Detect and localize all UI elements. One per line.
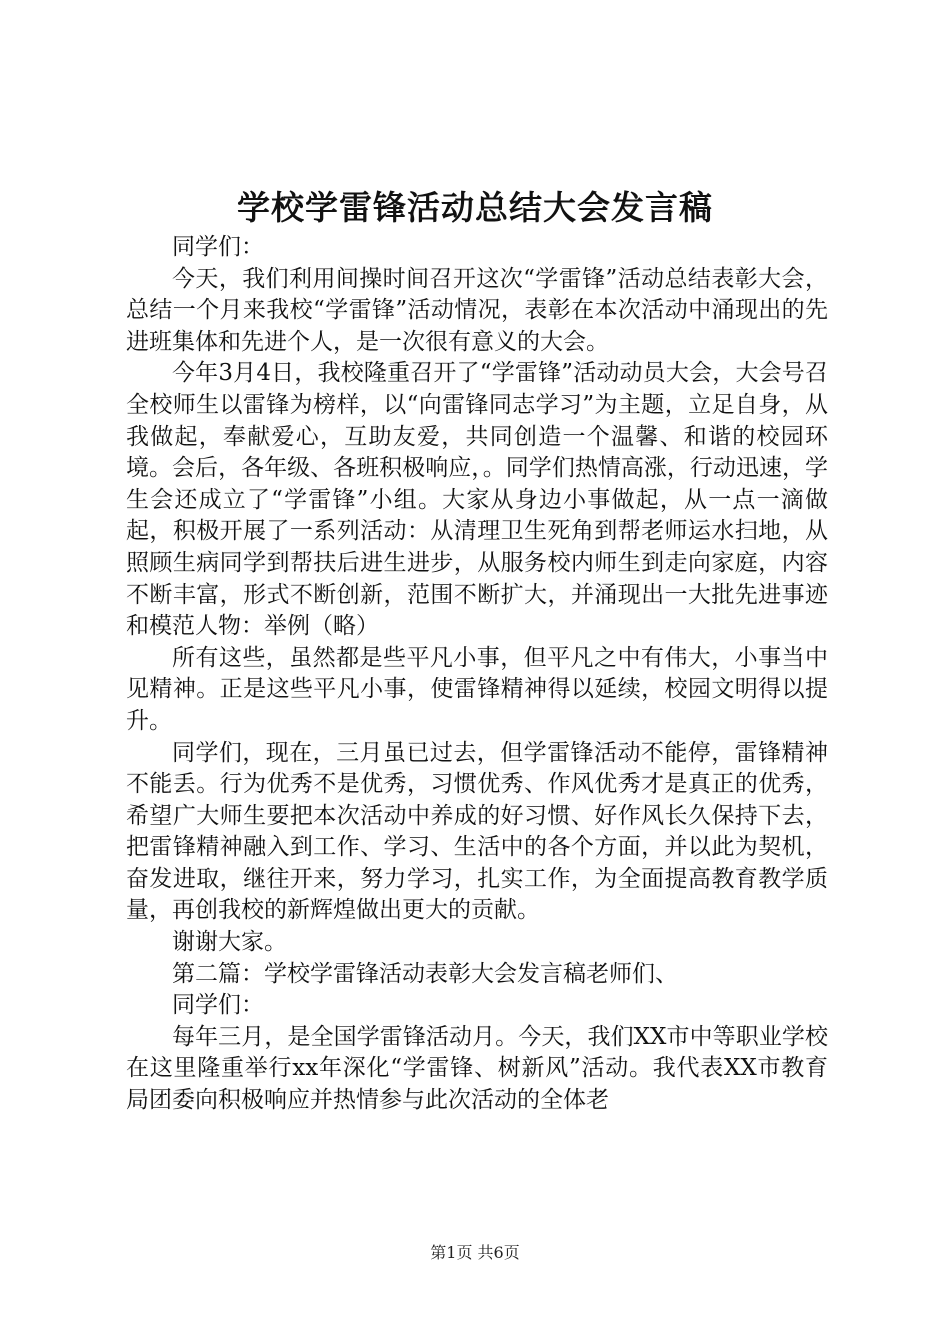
document-title: 学校学雷锋活动总结大会发言稿 — [237, 188, 713, 227]
paragraph-call-to-action: 同学们，现在，三月虽已过去，但学雷锋活动不能停，雷锋精神不能丢。行为优秀不是优秀，习惯优秀、作风优秀才是真正的优秀，希望广大师生要把本次活动中养成的好习惯、好作风长久保持下去，把雷锋精神融入到工作、学习、生活中的各个方面，并以此为契机，奋发进取，继往开来，努力学习，扎实工作，为全面提高教育教学质量，再创我校的新辉煌做出更大的贡献。 — [126, 739, 828, 924]
paragraph-second-part-heading: 第二篇：学校学雷锋活动表彰大会发言稿老师们、 — [172, 960, 678, 987]
paragraph-activity-review: 今年3月4日，我校隆重召开了“学雷锋”活动动员大会，大会号召全校师生以雷锋为榜样，以“向雷锋同志学习”为主题，立足自身，从我做起，奉献爱心，互助友爱，共同创造一个温馨、和谐的校园环境。会后，各年级、各班积极响应，。同学们热情高涨，行动迅速，学生会还成立了“学雷锋”小组。大家从身边小事做起，从一点一滴做起，积极开展了一系列活动：从清理卫生死角到帮老师运水扫地，从照顾生病同学到帮扶后进生进步，从服务校内师生到走向家庭，内容不断丰富，形式不断创新，范围不断扩大，并涌现出一大批先进事迹和模范人物：举例（略） — [126, 360, 828, 640]
paragraph-thanks: 谢谢大家。 — [172, 929, 287, 956]
paragraph-second-opening: 每年三月，是全国学雷锋活动月。今天，我们XX市中等职业学校在这里隆重举行xx年深化“学雷锋、树新风”活动。我代表XX市教育局团委向积极响应并热情参与此次活动的全体老 — [126, 1023, 828, 1114]
page-footer: 第1页 共6页 — [430, 1243, 520, 1262]
paragraph-opening: 今天，我们利用间操时间召开这次“学雷锋”活动总结表彰大会，总结一个月来我校“学雷锋”活动情况，表彰在本次活动中涌现出的先进班集体和先进个人，是一次很有意义的大会。 — [126, 265, 828, 355]
document-body — [126, 232, 828, 1117]
paragraph-reflection: 所有这些，虽然都是些平凡小事，但平凡之中有伟大，小事当中见精神。正是这些平凡小事，使雷锋精神得以延续，校园文明得以提升。 — [126, 644, 828, 734]
paragraph-greeting: 同学们： — [172, 234, 264, 260]
paragraph-second-greeting: 同学们： — [172, 992, 264, 1019]
